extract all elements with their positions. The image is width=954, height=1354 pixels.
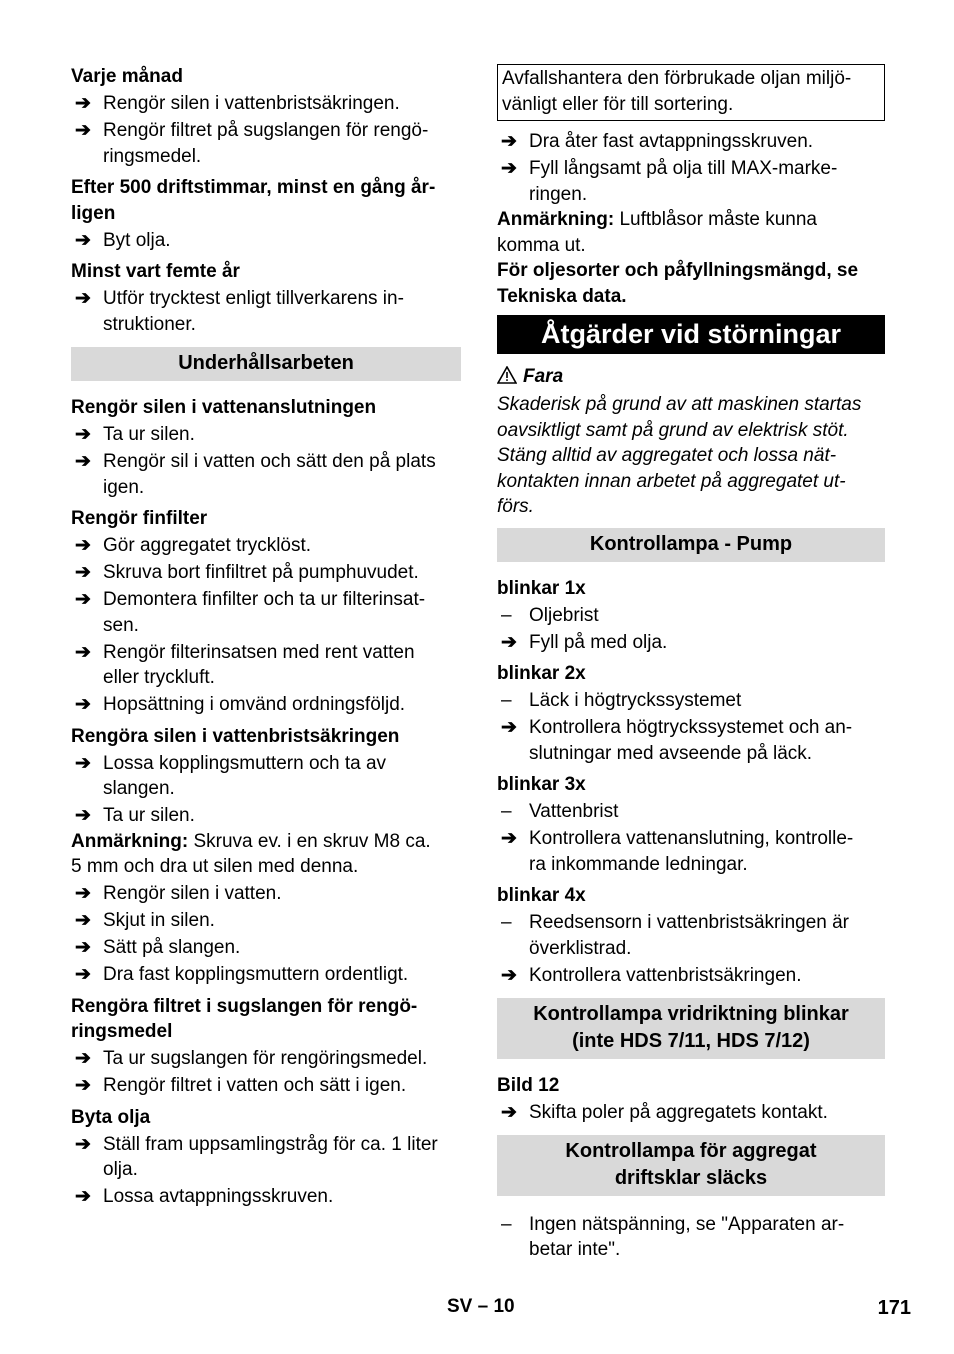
chapter-title: Åtgärder vid störningar bbox=[497, 315, 885, 354]
left-column bbox=[71, 64, 461, 1210]
step-item: ➔ Demontera finfilter och ta ur filterinsat- sen. bbox=[75, 589, 426, 636]
step-item: ➔ Lossa avtappningsskruven. bbox=[71, 1184, 461, 1210]
heading-figure-12: Bild 12 bbox=[497, 1075, 560, 1096]
arrow-right-icon: ➔ bbox=[501, 631, 517, 653]
footer-language-page: SV – 10 bbox=[447, 1296, 515, 1317]
step-item: ➔ Ta ur sugslangen för rengöringsmedel. bbox=[71, 1046, 461, 1072]
step-item: ➔ Ta ur silen. bbox=[71, 422, 461, 448]
step-item: ➔ Kontrollera högtryckssystemet och an- slutningar med avseende på läck. bbox=[501, 717, 853, 764]
step-item: ➔ Hopsättning i omvänd ordningsföljd. bbox=[71, 692, 461, 718]
arrow-right-icon: ➔ bbox=[75, 1048, 91, 1069]
step-item: ➔ Kontrollera vattenbristsäkringen. bbox=[497, 963, 885, 989]
arrow-right-icon: ➔ bbox=[501, 717, 517, 738]
arrow-right-icon: ➔ bbox=[75, 1186, 91, 1207]
arrow-right-icon: ➔ bbox=[75, 535, 91, 556]
arrow-right-icon: ➔ bbox=[75, 229, 91, 251]
cause-item: – Oljebrist bbox=[501, 604, 599, 626]
right-column bbox=[497, 64, 885, 1263]
arrow-right-icon: ➔ bbox=[75, 910, 91, 931]
heading-blink-1: blinkar 1x bbox=[497, 577, 586, 599]
arrow-right-icon: ➔ bbox=[75, 562, 91, 583]
arrow-right-icon: ➔ bbox=[75, 964, 91, 985]
warning-triangle-icon bbox=[497, 366, 517, 384]
section-band-ready-lamp: Kontrollampa för aggregat driftsklar släcks bbox=[497, 1135, 885, 1196]
section-band-rotation-lamp: Kontrollampa vridriktning blinkar (inte HDS 7/11, HDS 7/12) bbox=[497, 998, 885, 1059]
step-item: ➔ Ta ur silen. bbox=[71, 803, 461, 829]
step-item: ➔ Rengör sil i vatten och sätt den på plats igen. bbox=[75, 451, 436, 498]
heading-blink-2: blinkar 2x bbox=[497, 663, 586, 684]
heading-blink-4: blinkar 4x bbox=[497, 885, 586, 906]
step-item: ➔ Rengör filtret på sugslangen för rengö- ringsmedel. bbox=[75, 120, 429, 167]
heading-change-oil: Byta olja bbox=[71, 1106, 151, 1128]
step-item: ➔ Kontrollera vattenanslutning, kontrolle- ra inkommande ledningar. bbox=[501, 828, 854, 875]
danger-label: Fara bbox=[497, 364, 885, 389]
arrow-right-icon: ➔ bbox=[75, 424, 91, 445]
step-item: ➔ Dra fast kopplingsmuttern ordentligt. bbox=[71, 962, 461, 988]
step-item: ➔ Ställ fram uppsamlingstråg för ca. 1 liter olja. bbox=[75, 1133, 438, 1180]
arrow-right-icon: ➔ bbox=[501, 131, 517, 152]
arrow-right-icon: ➔ bbox=[75, 93, 91, 114]
section-band-maintenance: Underhållsarbeten bbox=[71, 347, 461, 381]
arrow-right-icon: ➔ bbox=[75, 883, 91, 904]
footer-page-number: 171 bbox=[877, 1297, 911, 1319]
danger-text: Skaderisk på grund av att maskinen startas oavsiktligt samt på grund av elektrisk stöt. Stäng alltid av aggregatet och lossa nät- kontakten innan arbetet på aggregatet ut- förs. bbox=[497, 394, 862, 517]
step-item: ➔ Skjut in silen. bbox=[71, 908, 461, 934]
note-paragraph: Anmärkning: Skruva ev. i en skruv M8 ca. 5 mm och dra ut silen med denna. bbox=[71, 830, 431, 877]
arrow-right-icon: ➔ bbox=[75, 641, 91, 663]
oil-reference-note: För oljesorter och påfyllningsmängd, se Tekniska data. bbox=[497, 260, 859, 307]
heading-monthly: Varje månad bbox=[71, 66, 183, 87]
arrow-right-icon: ➔ bbox=[501, 964, 517, 986]
step-item: ➔ Skruva bort finfiltret på pumphuvudet. bbox=[71, 560, 461, 586]
arrow-right-icon: ➔ bbox=[501, 828, 517, 849]
arrow-right-icon: ➔ bbox=[75, 120, 91, 141]
step-item: ➔ Gör aggregatet trycklöst. bbox=[71, 533, 461, 559]
section-band-pump-lamp: Kontrollampa - Pump bbox=[497, 528, 885, 562]
cause-item: – Ingen nätspänning, se "Apparaten ar- betar inte". bbox=[501, 1213, 845, 1260]
step-item: ➔ Rengör filtret i vatten och sätt i igen. bbox=[71, 1073, 461, 1099]
heading-fine-filter: Rengör finfilter bbox=[71, 508, 208, 529]
step-item: ➔ Rengör silen i vatten. bbox=[71, 881, 461, 907]
cause-item: – Vattenbrist bbox=[501, 801, 619, 822]
heading-five-years: Minst vart femte år bbox=[71, 261, 240, 282]
step-item: ➔ Utför trycktest enligt tillverkarens in- struktioner. bbox=[75, 288, 404, 335]
arrow-right-icon: ➔ bbox=[501, 158, 517, 179]
arrow-right-icon: ➔ bbox=[75, 937, 91, 958]
arrow-right-icon: ➔ bbox=[75, 805, 91, 826]
arrow-right-icon: ➔ bbox=[75, 752, 91, 774]
step-item: ➔ Byt olja. bbox=[71, 228, 461, 254]
arrow-right-icon: ➔ bbox=[75, 451, 91, 472]
arrow-right-icon: ➔ bbox=[75, 694, 91, 715]
step-item: ➔ Rengör filterinsatsen med rent vatten eller tryckluft. bbox=[75, 641, 415, 688]
cause-item: – Reedsensorn i vattenbristsäkringen är överklistrad. bbox=[501, 912, 850, 959]
step-item: ➔ Sätt på slangen. bbox=[71, 935, 461, 961]
arrow-right-icon: ➔ bbox=[75, 589, 91, 610]
heading-clean-inlet-strainer: Rengör silen i vattenanslutningen bbox=[71, 397, 377, 418]
heading-blink-3: blinkar 3x bbox=[497, 774, 586, 795]
note-paragraph: Anmärkning: Luftblåsor måste kunna komma ut. bbox=[497, 209, 817, 256]
step-item: ➔ Lossa kopplingsmuttern och ta av slangen. bbox=[75, 752, 387, 799]
heading-detergent-suction-filter: Rengöra filtret i sugslangen för rengö- ringsmedel bbox=[71, 995, 418, 1042]
step-item: ➔ Skifta poler på aggregatets kontakt. bbox=[497, 1100, 885, 1126]
step-item: ➔ Fyll på med olja. bbox=[497, 630, 885, 656]
arrow-right-icon: ➔ bbox=[75, 1133, 91, 1155]
step-item: ➔ Dra åter fast avtappningsskruven. bbox=[497, 129, 885, 155]
arrow-right-icon: ➔ bbox=[501, 1102, 517, 1123]
environment-notice-box: Avfallshantera den förbrukade oljan miljö- vänligt eller för till sortering. bbox=[497, 64, 885, 121]
heading-water-shortage-strainer: Rengöra silen i vattenbristsäkringen bbox=[71, 725, 400, 747]
step-item: ➔ Rengör silen i vattenbristsäkringen. bbox=[71, 91, 461, 117]
cause-item: – Läck i högtryckssystemet bbox=[501, 690, 742, 711]
arrow-right-icon: ➔ bbox=[75, 288, 91, 309]
arrow-right-icon: ➔ bbox=[75, 1075, 91, 1096]
step-item: ➔ Fyll långsamt på olja till MAX-marke- ringen. bbox=[501, 158, 838, 205]
heading-500-hours: Efter 500 driftstimmar, minst en gång år- ligen bbox=[71, 177, 436, 224]
